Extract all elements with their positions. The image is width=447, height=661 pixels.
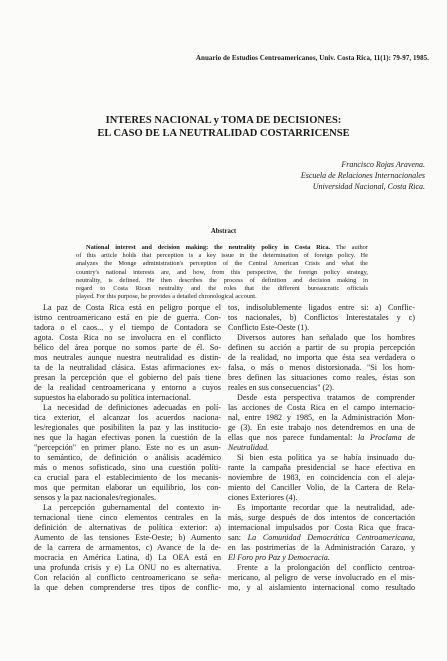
body-line: les/regionales que posibiliten la paz y las institucio- [34,423,221,432]
author-block [301,159,425,192]
body-line: ca crucial para el establecimiento de los mecanis- [34,473,221,482]
body-line [228,533,415,543]
abstract-line: of this article holds that perception is a key issue in the determination of foreign policy. He [76,252,368,260]
abstract-line: played. For this purpose, he provides a detailed chronological account. [76,293,257,301]
body-line: ta de la neutralidad clásica. Estas afirmaciones ex- [34,363,221,372]
body-column-left [34,303,221,593]
body-line: tos, indisolublemente ligados entre si: a) Conflic- [228,303,415,312]
body-line: las acciones de Costa Rica en el campo internacio- [228,403,415,412]
body-line: Conflicto Este-Oeste (1). [228,323,310,332]
body-line: nes que la hagan efectivas ponen la cuestión de la [34,433,221,442]
body-line: La necesidad de definiciones adecuadas en polí- [43,403,221,412]
body-line: La percepción gubernamental del contexto in- [43,503,221,512]
abstract-body [76,244,368,301]
abstract-line: regard to Costa Rican neutrality and the roles that the different bureaucratic officials [76,285,368,293]
abstract-line [76,244,368,252]
body-line: más o menos sofisticado, sino una cuestión políti- [34,463,221,472]
body-line: tos nacionales, b) Conflictos Interestatales y c) [228,313,415,322]
body-line: definición de alternativas de política exterior: a) [34,523,221,532]
body-line [228,433,415,443]
body-column-right [228,303,415,593]
body-line: nal, entre 1982 y 1985, en la Administración Mon- [228,413,415,422]
body-line: mocracia en América Latina, d) La OEA está en [34,553,221,562]
body-line: de la realidad, no importa que ésta sea verdadera o [228,353,415,362]
body-line: la que deben comprenderse tres tipos de conflic- [34,583,221,592]
abstract-line-text: The author [330,244,369,251]
body-line: definen su acción a partir de su propia percepción [228,343,415,352]
body-line: mos que permitan elaborar un equilibrio, los con- [34,483,221,492]
abstract-heading: Abstract [210,228,237,235]
body-line: mos neutrales aunque nuestra neutralidad es distin- [34,353,221,362]
body-line: Si bien esta política ya se había insinuado du- [237,453,415,462]
body-line: de la carrera de armamentos, c) Avance de la de- [34,543,221,552]
body-line: reales en sus consecuencias" (2). [228,383,335,392]
body-line: istmo centroamericano está en pie de guerra. Con- [34,313,221,322]
body-line: rante la campaña presidencial se hace efectiva en [228,463,415,472]
body-line: ciones Exteriores (4). [228,493,298,502]
body-line: bres definen las situaciones como reales, éstas son [228,373,415,382]
author-school: Escuela de Relaciones Internacionales [300,171,425,180]
body-line: ternacional tiene cinco elementos centrales en la [34,513,221,522]
journal-header: Anuario de Estudios Centroamericanos, Univ. Costa Rica, 11(1): 79-97, 1985. [195,54,429,62]
abstract-line: country's national interests are, and how, from this perspective, the foreign policy strategy, [76,268,368,276]
body-line: sensos y la paz nacionales/regionales. [34,493,157,502]
body-line: de la realidad centroamericana y entorno a cuyos [34,383,221,392]
body-line: miento del Canciller Volio, de la Cartera de Rela- [228,483,415,492]
body-line-italic: La Comunidad Democrática Centroamericana, [241,533,415,542]
abstract-line: analyzes the Monge administration's perception of the Central American Crisis and what the [76,260,368,268]
body-line: en las postrimerías de la Administración Carazo, y [228,543,415,552]
body-line: El Foro pro Paz y Democracia. [228,553,330,562]
body-line: falsa, o más o menos distorsionada. "Si los hom- [228,363,415,372]
body-line: noviembre de 1983, en coincidencia con el aleja- [228,473,415,482]
body-line: Frente a la prolongación del conflicto centroa- [237,563,415,572]
body-line: Diversos autores han señalado que los hombres [237,333,415,342]
body-line: Es importante recordar que la neutralidad, ade- [237,503,415,512]
body-line-text: ellas que nos parece fundamental: [228,433,353,442]
body-line: Aumento de las tensiones Este-Oeste; b) Aumento [34,533,221,542]
body-line: La paz de Costa Rica está en peligro porque el [43,303,221,312]
body-line: tadora o el caos... y el tiempo de Contadora se [34,323,221,332]
body-line-italic: la Proclama de [352,433,415,442]
body-line-text: san: [228,533,242,542]
abstract-lead: National interest and decision making: the neutrality policy in Costa Rica. [86,244,331,251]
body-line: presan la percepción que el gobierno del país tiene [34,373,221,382]
body-line: supuestos ha elaborado su política internacional. [34,393,191,402]
body-line: internacional impulsados por Costa Rica que fraca- [228,523,415,532]
author-university: Universidad Nacional, Costa Rica. [312,182,425,191]
body-line: agota. Costa Rica no se involucra en el conflicto [34,333,221,342]
abstract-line: neutrality, is defined. He then describes the process of definition and decision making in [76,276,368,284]
body-line: Neutralidad. [228,443,270,452]
body-line: to semántico, de definición o análisis académico [34,453,221,462]
body-line: una profunda crisis y e) La ONU no es alternativa. [34,563,221,572]
author-name: Francisco Rojas Aravena. [341,160,425,169]
body-line: tica exterior, el alcanzar los acuerdos naciona- [34,413,221,422]
body-line: bélico del área porque no somos parte de él. So- [34,343,221,352]
title-line-1: INTERES NACIONAL y TOMA DE DECISIONES: [105,115,342,126]
body-line: mo, y al aislamiento internacional como resultado [228,583,415,592]
body-line: Con relación al conflicto centroamericano se seña- [34,573,221,582]
body-line: "percepción" en primer plano. Este no es un asun- [34,443,221,452]
body-line: mericano, al peligro de verse involucrado en el mis- [228,573,415,582]
title-line-2: EL CASO DE LA NEUTRALIDAD COSTARRICENSE [97,127,350,139]
body-line: Desde esta perspectiva tratamos de comprender [237,393,415,402]
article-title [0,115,447,140]
body-line: ge (3). En este trabajo nos detendremos en una de [228,423,415,432]
body-line: más, surge después de dos intentos de concertación [228,513,415,522]
